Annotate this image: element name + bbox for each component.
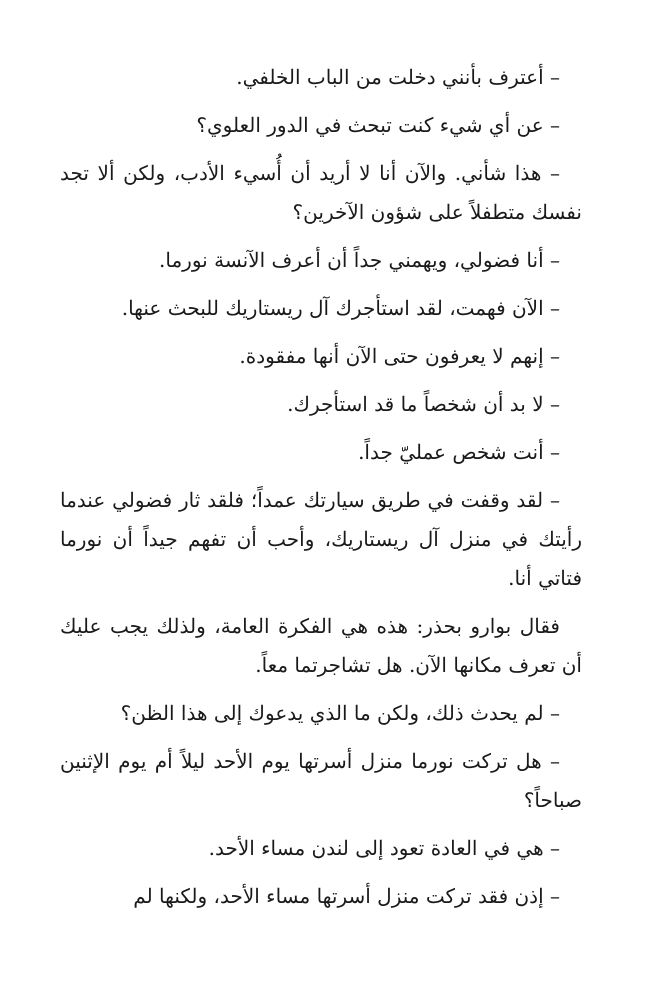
paragraph-5: – الآن فهمت، لقد استأجرك آل ريستاريك للبحث عنها. (121, 296, 560, 320)
paragraph-9: – لقد وقفت في طريق سيارتك عمداً؛ فلقد ثار فضولي عندما رأيتك في منزل آل ريستاريك، وأحب أن تفهم جيداً أن نورما فتاتي أنا. (60, 488, 582, 590)
paragraph-14: – إذن فقد تركت منزل أسرتها مساء الأحد، ولكنها لم (133, 884, 560, 908)
paragraph-4: – أنا فضولي، ويهمني جداً أن أعرف الآنسة نورما. (159, 248, 560, 272)
paragraph-2: – عن أي شيء كنت تبحث في الدور العلوي؟ (196, 113, 560, 137)
paragraph-11: – لم يحدث ذلك، ولكن ما الذي يدعوك إلى هذا الظن؟ (120, 701, 560, 725)
paragraph-6: – إنهم لا يعرفون حتى الآن أنها مفقودة. (239, 344, 560, 368)
paragraph-10: فقال بوارو بحذر: هذه هي الفكرة العامة، ولذلك يجب عليك أن تعرف مكانها الآن. هل تشاجرتما معاً. (60, 614, 582, 677)
paragraph-3: – هذا شأني. والآن أنا لا أريد أن أُسيء الأدب، ولكن ألا تجد نفسك متطفلاً على شؤون الآخرين؟ (60, 161, 582, 224)
paragraph-1: – أعترف بأنني دخلت من الباب الخلفي. (236, 65, 560, 89)
paragraph-12: – هل تركت نورما منزل أسرتها يوم الأحد ليلاً أم يوم الإثنين صباحاً؟ (60, 749, 582, 812)
paragraph-13: – هي في العادة تعود إلى لندن مساء الأحد. (208, 836, 560, 860)
book-page (60, 58, 582, 925)
paragraph-7: – لا بد أن شخصاً ما قد استأجرك. (287, 392, 560, 416)
paragraph-8: – أنت شخص عمليّ جداً. (358, 440, 560, 464)
